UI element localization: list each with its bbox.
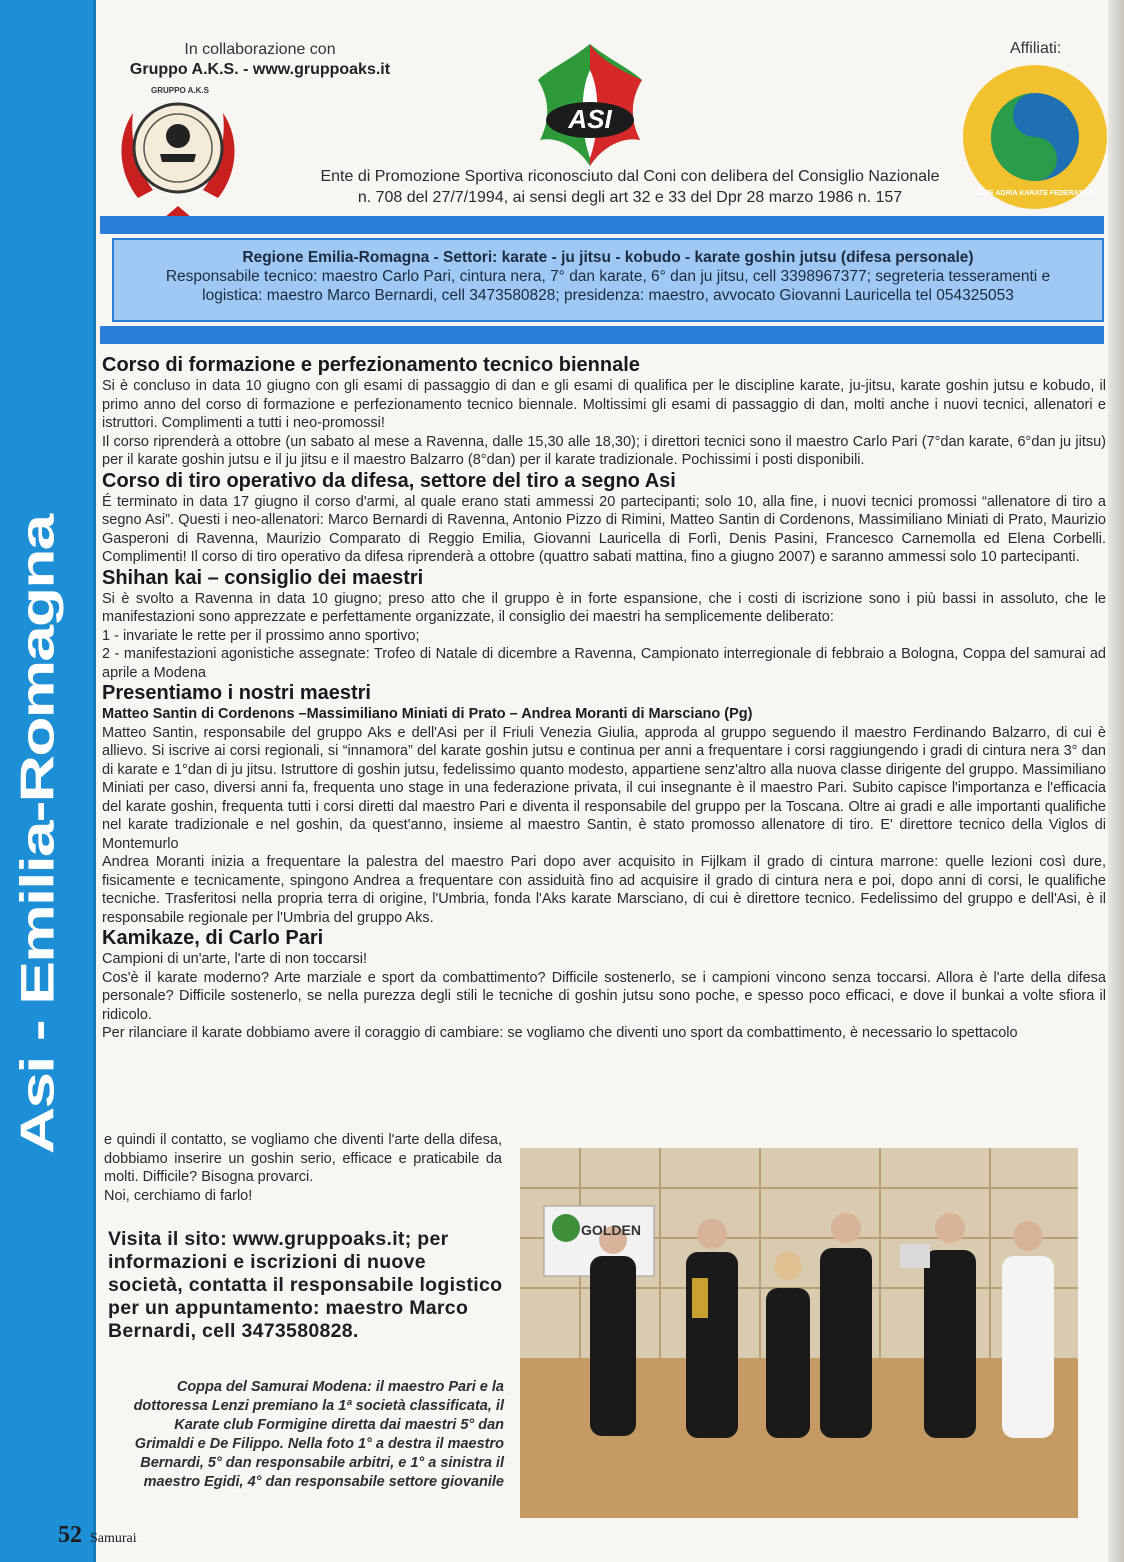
section-title-maestri: Presentiamo i nostri maestri [102,682,371,704]
ente-line-2: n. 708 del 27/7/1994, ai sensi degli art 32 e 33 del Dpr 28 marzo 1986 n. 157 [357,189,903,206]
region-line-3: logistica: maestro Marco Bernardi, cell 3473580828; presidenza: maestro, avvocato Giovanni Lauricella tel 054325053 [202,287,1014,304]
top-blue-band [100,216,1104,234]
asi-logo-text: ASI [568,104,612,134]
region-info-box [112,238,1104,322]
region-line-2: Responsabile tecnico: maestro Carlo Pari, cintura nera, 7° dan karate, 6° dan ju jitsu, cell 3398967377; segreteria tesseramenti e [165,268,1051,285]
paragraph: Cos'è il karate moderno? Arte marziale e sport da combattimento? Difficile sostenerlo, se i campioni vincono senza toccarsi. Allora è l'arte della difesa personale? Difficile sostenerlo, se nella purezza degli stili le tecniche di goshin jutsu sono poche, e spesso poco efficaci, e dove il bunkai a volte sfiora il ridicolo. [102,969,1106,1023]
visit-site-callout: Visita il sito: www.gruppoaks.it; per informazioni e iscrizioni di nuove società, contatta il responsabile logistico per un appuntamento: maestro Marco Bernardi, cell 3473580828. [108,1228,503,1342]
section-title-kamikaze: Kamikaze, di Carlo Pari [102,927,324,949]
paragraph: Noi, cerchiamo di farlo! [104,1187,253,1204]
ente-description [290,166,970,208]
page-footer [58,1522,137,1549]
paragraph: Per rilanciare il karate dobbiamo avere il coraggio di cambiare: se vogliamo che diventi uno sport da combattimento, è necessario lo spettacolo [102,1025,1018,1041]
ente-line-1: Ente di Promozione Sportiva riconosciuto dal Coni con delibera del Consiglio Nazionale [320,168,940,185]
section-title-tiro-operativo: Corso di tiro operativo da difesa, settore del tiro a segno Asi [102,469,676,492]
page-edge [1108,0,1124,1562]
collaboration-note [110,40,410,80]
aks-logo [108,78,248,220]
article-body [102,354,1106,1043]
paragraph: Si è concluso in data 10 giugno con gli esami di passaggio di dan e gli esami di qualifica per le discipline karate, ju-jitsu, karate goshin jutsu e kobudo, il primo anno del corso di formazione e perfezionamento tecnico biennale. Moltissimi gli esami di passaggio di dan, molti anche i nuovi tecnici, allenatori e istruttori. Complimenti a tutti i neo-promossi! [102,378,1106,431]
federation-logo-text: ALPE ADRIA KARATE FEDERATION [975,190,1095,197]
section-title-shihan-kai: Shihan kai – consiglio dei maestri [102,566,424,589]
paragraph: Si è svolto a Ravenna in data 10 giugno; preso atto che il gruppo è in forte espansione, che i costi di iscrizione sono i più bassi in assoluto, che le manifestazioni sono apprezzate e perfettamente organizzate, il consiglio dei maestri ha semplicemente deliberato: [102,590,1106,625]
region-title: Regione Emilia-Romagna - Settori: karate - ju jitsu - kobudo - karate goshin jutsu (difesa personale) [242,249,974,266]
collab-line-2: Gruppo A.K.S. - www.gruppoaks.it [129,61,391,78]
magazine-name: Samurai [90,1531,137,1546]
bottom-blue-band [100,326,1104,344]
section-title-corso-formazione: Corso di formazione e perfezionamento tecnico biennale [102,354,640,376]
paragraph: 1 - invariate le rette per il prossimo anno sportivo; [102,627,420,644]
paragraph: Andrea Moranti inizia a frequentare la palestra del maestro Pari dopo aver acquisito in Fijlkam il grado di cintura marrone: quelle lezioni così dure, fisicamente e tecnicamente, spingono Andrea a frequentare con assiduità fino ad acquisire il grado di cintura nera e poi, dopo anni di corsi, le qualifiche tecniche. Trasferitosi nella propria terra di origine, l'Umbria, fonda l'Aks karate Marsciano, di cui è direttore tecnico. Fedelissimo del gruppo e dell'Asi, è il responsabile regionale per l'Umbria del gruppo Aks. [102,854,1106,926]
paragraph: e quindi il contatto, se vogliamo che diventi l'arte della difesa, dobbiamo inserire un goshin serio, efficace e praticabile da molti. Difficile? Bisogna provarci. [104,1132,502,1185]
section-subtitle-maestri: Matteo Santin di Cordenons –Massimiliano Miniati di Prato – Andrea Moranti di Marsciano (Pg) [102,706,753,722]
paragraph: Matteo Santin, responsabile del gruppo Aks e dell'Asi per il Friuli Venezia Giulia, approda al gruppo seguendo il maestro Ferdinando Balzarro, di cui è allievo. Si iscrive ai corsi regionali, si “innamora” del karate goshin jutsu e continua per anni a frequentare i corsi raggiungendo i gradi di cintura nera 3° dan di karate e 1°dan di ju jitsu. Istruttore di goshin jutsu, fedelissimo quanto modesto, appartiene senz'altro alla nuova classe dirigente del gruppo. Massimiliano Miniati per caso, diversi anni fa, frequenta uno stage in una federazione privata, il cui insegnante è il maestro Pari. Subito capisce l'importanza e l'efficacia del karate goshin, frequenta tutti i corsi diretti dal maestro Pari e diventa il responsabile del gruppo per la Toscana. Oltre ai gradi e alle importanti qualifiche nel karate tradizionale e nel goshin, da quest'anno, insieme al maestro Santin, è stato promosso allenatore di tiro. E' direttore tecnico della Viglos di Montemurlo [102,724,1106,852]
collab-line-1: In collaborazione con [184,41,336,58]
side-title: Asi - Emilia-Romagna [10,515,64,1155]
paragraph: 2 - manifestazioni agonistiche assegnate: Trofeo di Natale di dicembre a Ravenna, Campionato interregionale di febbraio a Bologna, Coppa del samurai ad aprile a Modena [102,646,1106,681]
aks-logo-text: GRUPPO A.K.S [151,86,209,95]
affiliati-label: Affiliati: [1010,40,1062,57]
kamikaze-continuation [104,1131,502,1205]
photo-banner-text: GOLDEN [581,1222,641,1238]
photo-caption: Coppa del Samurai Modena: il maestro Pari e la dottoressa Lenzi premiano la 1ª società classificata, il Karate club Formigine diretta dai maestri 5° dan Grimaldi e De Filippo. Nella foto 1° a destra il maestro Bernardi, 5° dan responsabile arbitri, e 1° a sinistra il maestro Egidi, 4° dan responsabile settore giovanile [133,1379,504,1490]
paragraph: Campioni di un'arte, l'arte di non toccarsi! [102,951,368,967]
page-number: 52 [58,1522,82,1548]
paragraph: É terminato in data 17 giugno il corso d'armi, al quale erano stati ammessi 20 partecipanti; solo 10, alla fine, i nuovi tecnici promossi “allenatore di tiro a segno Asi”. Questi i neo-allenatori: Marco Bernardi di Ravenna, Antonio Pizzo di Rimini, Matteo Santin di Cordenons, Massimiliano Miniati di Prato, Maurizio Gasperoni di Ravenna, Maurizio Comparato di Reggio Emilia, Giovanni Lauricella di Forlì, Denis Pasini, Francesco Carnemolla ed Elena Corbelli. Complimenti! Il corso di tiro operativo da difesa riprenderà a ottobre (quattro sabati mattina, fino a giugno 2007) e saranno ammessi solo 10 partecipanti. [102,493,1106,565]
award-photo [520,1148,1078,1518]
paragraph: Il corso riprenderà a ottobre (un sabato al mese a Ravenna, dalle 15,30 alle 18,30); i direttori tecnici sono il maestro Carlo Pari (7°dan karate, 6°dan ju jitsu) per il karate goshin jutsu e il ju jitsu e il maestro Balzarro (8°dan) per il karate tradizionale. Pochissimi i posti disponibili. [102,433,1106,468]
